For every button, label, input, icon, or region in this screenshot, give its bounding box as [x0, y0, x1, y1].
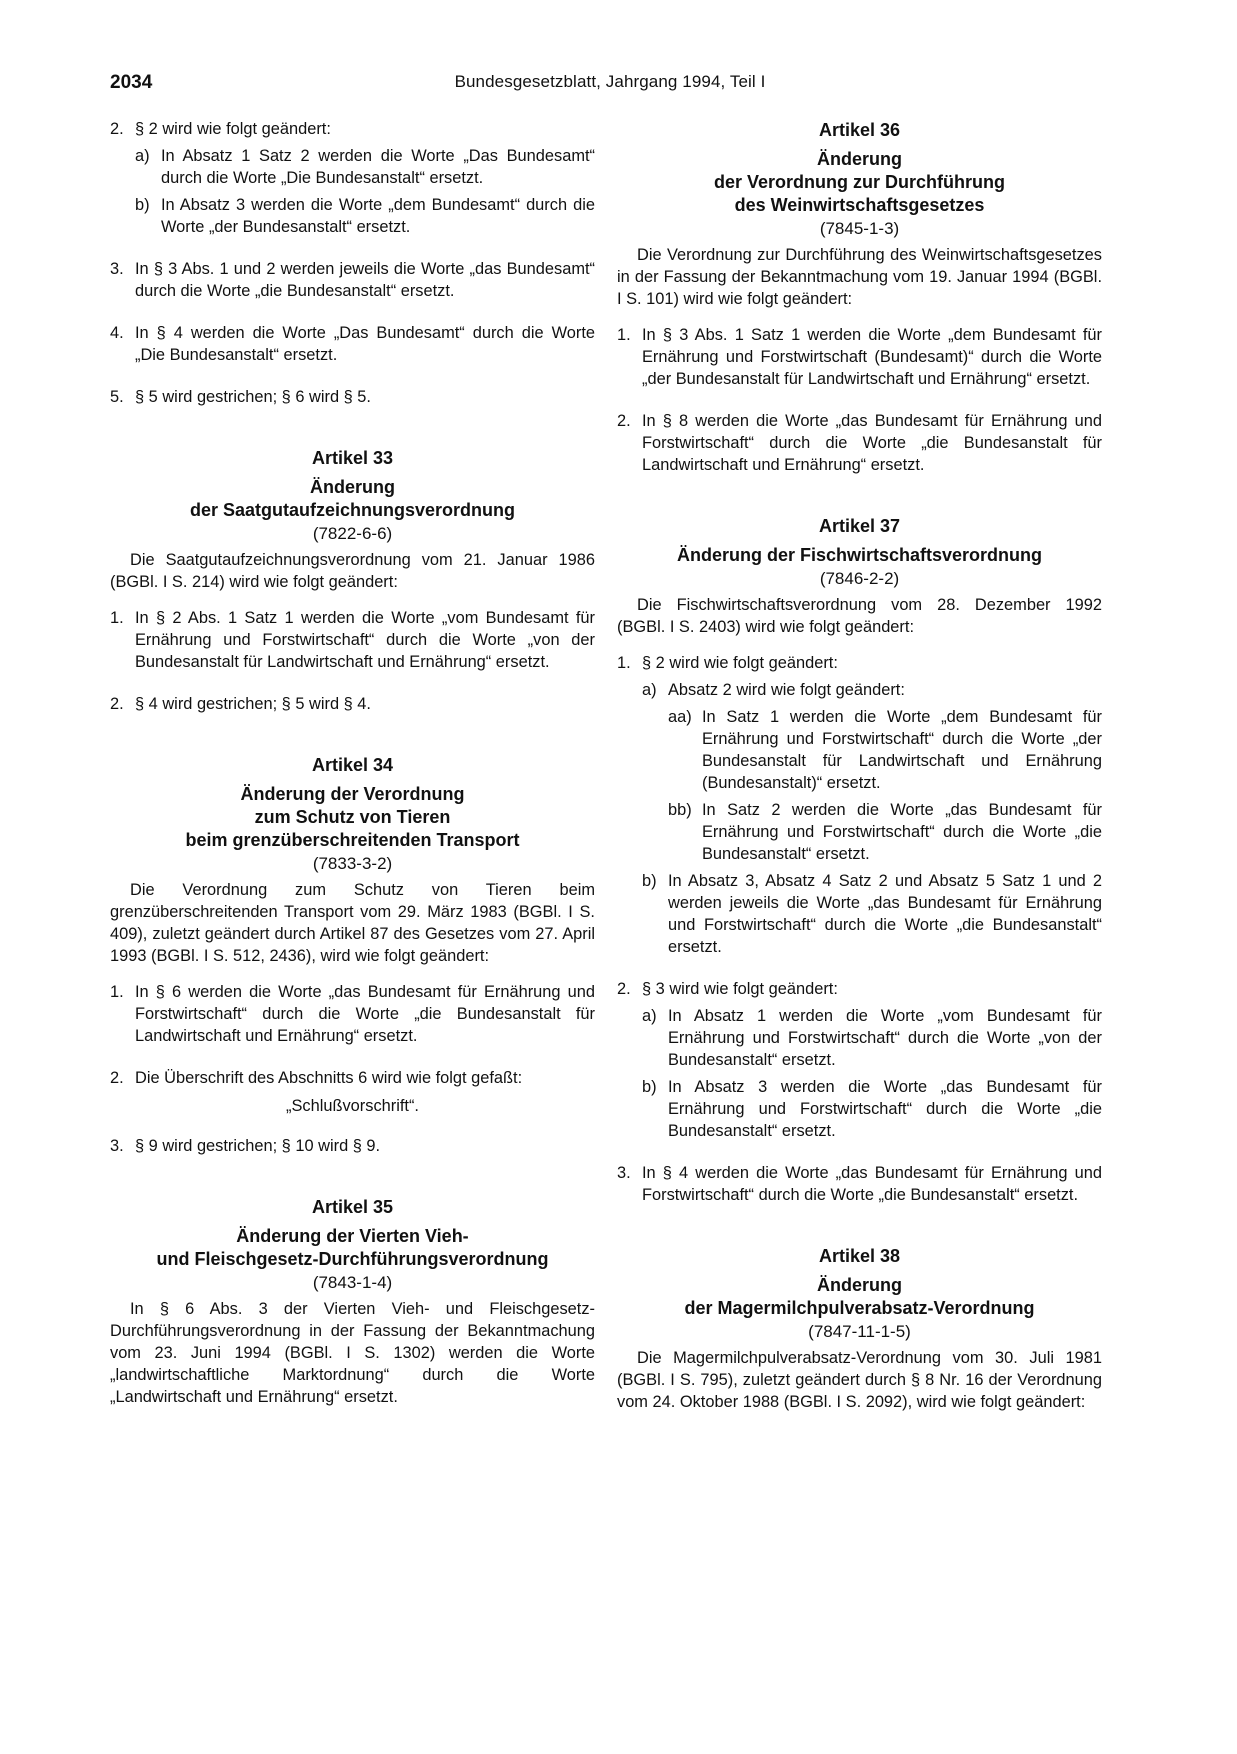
item-number: a)	[135, 147, 150, 165]
item-number: 1.	[617, 654, 631, 672]
item-text: In Satz 2 werden die Worte „das Bundesamt für Ernährung und Forstwirtschaft“ durch die Worte „die Bundesanstalt“ ersetzt.	[702, 801, 1102, 863]
item-text: Absatz 2 wird wie folgt geändert:	[668, 681, 905, 699]
item-text: In § 4 werden die Worte „Das Bundesamt“ durch die Worte „Die Bundesanstalt“ ersetzt.	[135, 324, 595, 364]
running-title: Bundesgesetzblatt, Jahrgang 1994, Teil I	[454, 72, 766, 91]
article-title-line: der Saatgutaufzeichnungsverordnung	[189, 500, 516, 520]
left-column	[110, 118, 595, 1408]
item-number: 5.	[110, 388, 124, 406]
article-title-line: Änderung der Verordnung	[240, 784, 465, 804]
article-heading: Artikel 36	[818, 120, 901, 140]
item-text: In Absatz 3 werden die Worte „dem Bundesamt“ durch die Worte „der Bundesanstalt“ ersetzt.	[161, 196, 595, 236]
article-title-line: der Magermilchpulverabsatz-Verordnung	[684, 1298, 1035, 1318]
list-item	[110, 607, 595, 673]
article-intro: Die Verordnung zur Durchführung des Weinwirtschaftsgesetzes in der Fassung der Bekanntmachung vom 19. Januar 1994 (BGBl. I S. 101) wird wie folgt geändert:	[617, 246, 1102, 308]
article-heading: Artikel 37	[818, 516, 901, 536]
list-item	[110, 1067, 595, 1089]
article-title-line: beim grenzüberschreitenden Transport	[185, 830, 520, 850]
article-37	[617, 514, 1102, 1206]
article-heading: Artikel 33	[311, 448, 394, 468]
article-intro: Die Fischwirtschaftsverordnung vom 28. Dezember 1992 (BGBl. I S. 2403) wird wie folgt geändert:	[617, 596, 1102, 636]
page-number: 2034	[110, 72, 153, 93]
article-38	[617, 1244, 1102, 1413]
item-number: a)	[642, 681, 657, 699]
article-title-line: zum Schutz von Tieren	[254, 807, 451, 827]
item-text: In § 3 Abs. 1 Satz 1 werden die Worte „dem Bundesamt für Ernährung und Forstwirtschaft (Bundesamt)“ durch die Worte „der Bundesanstalt für Landwirtschaft und Ernährung“ ersetzt.	[642, 326, 1102, 388]
item-number: 2.	[617, 412, 631, 430]
item-number: 3.	[110, 260, 124, 278]
article-34	[110, 753, 595, 1157]
item-number: bb)	[668, 801, 692, 819]
list-item	[617, 870, 1102, 958]
item-number: 1.	[110, 983, 124, 1001]
list-item	[110, 258, 595, 302]
article-33	[110, 446, 595, 715]
item-text: In § 3 Abs. 1 und 2 werden jeweils die Worte „das Bundesamt“ durch die Worte „die Bundesanstalt“ ersetzt.	[135, 260, 595, 300]
item-text: In § 2 Abs. 1 Satz 1 werden die Worte „vom Bundesamt für Ernährung und Forstwirtschaft“ durch die Worte „von der Bundesanstalt für Landwirtschaft und Ernährung“ ersetzt.	[135, 609, 595, 671]
article-heading: Artikel 35	[311, 1197, 394, 1217]
right-column	[617, 118, 1102, 1413]
item-number: 3.	[110, 1137, 124, 1155]
item-number: 1.	[617, 326, 631, 344]
article-fna: (7846-2-2)	[819, 569, 900, 588]
item-number: b)	[135, 196, 150, 214]
article-fna: (7847-11-1-5)	[808, 1322, 911, 1341]
item-number: 2.	[617, 980, 631, 998]
article-title-line: Änderung	[817, 1275, 902, 1295]
article-fna: (7822-6-6)	[312, 524, 393, 543]
article-title-line: und Fleischgesetz-Durchführungsverordnung	[156, 1249, 549, 1269]
article-intro: Die Magermilchpulverabsatz-Verordnung vom 30. Juli 1981 (BGBl. I S. 795), zuletzt geändert durch § 8 Nr. 16 der Verordnung vom 24. Oktober 1988 (BGBl. I S. 2092), wird wie folgt geändert:	[617, 1349, 1102, 1411]
item-number: 1.	[110, 609, 124, 627]
item-text: In Absatz 3, Absatz 4 Satz 2 und Absatz 5 Satz 1 und 2 werden jeweils die Worte „das Bundesamt für Ernährung und Forstwirtschaft“ durch die Worte „die Bundesanstalt“ ersetzt.	[668, 872, 1102, 956]
article-fna: (7833-3-2)	[312, 854, 393, 873]
article-36	[617, 118, 1102, 476]
page-header	[110, 72, 1110, 98]
item-text: In Satz 1 werden die Worte „dem Bundesamt für Ernährung und Forstwirtschaft“ durch die Worte „der Bundesanstalt für Landwirtschaft und Ernährung (Bundesanstalt)“ ersetzt.	[702, 708, 1102, 792]
quoted-heading: „Schlußvorschrift“.	[286, 1097, 419, 1115]
item-number: b)	[642, 872, 657, 890]
article-fna: (7845-1-3)	[819, 219, 900, 238]
item-text: § 9 wird gestrichen; § 10 wird § 9.	[135, 1137, 381, 1155]
list-item	[617, 324, 1102, 390]
item-text: In § 8 werden die Worte „das Bundesamt für Ernährung und Forstwirtschaft“ durch die Worte „die Bundesanstalt für Landwirtschaft und Ernährung“ ersetzt.	[642, 412, 1102, 474]
list-item	[617, 679, 1102, 701]
list-item	[110, 194, 595, 238]
item-text: § 2 wird wie folgt geändert:	[135, 120, 331, 138]
article-heading: Artikel 38	[818, 1246, 901, 1266]
list-item	[617, 410, 1102, 476]
item-text: § 4 wird gestrichen; § 5 wird § 4.	[135, 695, 371, 713]
list-item	[110, 693, 595, 715]
article-intro: In § 6 Abs. 3 der Vierten Vieh- und Fleischgesetz-Durchführungsverordnung in der Fassung der Bekanntmachung vom 23. Juni 1994 (BGBl. I S. 1302) werden die Worte „landwirtschaftliche Marktordnung“ durch die Worte „Landwirtschaft und Ernährung“ ersetzt.	[110, 1300, 595, 1406]
item-text: In § 4 werden die Worte „das Bundesamt für Ernährung und Forstwirtschaft“ durch die Worte „die Bundesanstalt“ ersetzt.	[642, 1164, 1102, 1204]
list-item	[110, 981, 595, 1047]
list-item	[110, 322, 595, 366]
article-title-line: Änderung der Fischwirtschaftsverordnung	[676, 545, 1043, 565]
item-text: § 5 wird gestrichen; § 6 wird § 5.	[135, 388, 371, 406]
list-item	[617, 978, 1102, 1000]
list-item	[617, 652, 1102, 674]
article-title-line: Änderung	[310, 477, 395, 497]
item-number: aa)	[668, 708, 692, 726]
list-item	[617, 1005, 1102, 1071]
list-item	[617, 1162, 1102, 1206]
list-item	[110, 1135, 595, 1157]
item-text: In Absatz 1 werden die Worte „vom Bundesamt für Ernährung und Forstwirtschaft“ durch die Worte „von der Bundesanstalt“ ersetzt.	[668, 1007, 1102, 1069]
item-number: 2.	[110, 120, 124, 138]
article-title-line: der Verordnung zur Durchführung	[714, 172, 1005, 192]
item-text: In Absatz 3 werden die Worte „das Bundesamt für Ernährung und Forstwirtschaft“ durch die Worte „die Bundesanstalt“ ersetzt.	[668, 1078, 1102, 1140]
list-item	[617, 706, 1102, 794]
article-35	[110, 1195, 595, 1408]
article-title-line: Änderung der Vierten Vieh-	[236, 1226, 469, 1246]
article-fna: (7843-1-4)	[312, 1273, 393, 1292]
item-text: In § 6 werden die Worte „das Bundesamt für Ernährung und Forstwirtschaft“ durch die Worte „die Bundesanstalt für Landwirtschaft und Ernährung“ ersetzt.	[135, 983, 595, 1045]
article-title-line: Änderung	[817, 149, 902, 169]
article-title-line: des Weinwirtschaftsgesetzes	[734, 195, 985, 215]
list-item	[110, 386, 595, 408]
item-number: 4.	[110, 324, 124, 342]
list-item	[110, 145, 595, 189]
item-number: b)	[642, 1078, 657, 1096]
item-number: 3.	[617, 1164, 631, 1182]
item-text: Die Überschrift des Abschnitts 6 wird wie folgt gefaßt:	[135, 1069, 523, 1087]
list-item	[110, 118, 595, 140]
list-item	[617, 799, 1102, 865]
list-item	[617, 1076, 1102, 1142]
item-number: 2.	[110, 695, 124, 713]
item-text: In Absatz 1 Satz 2 werden die Worte „Das Bundesamt“ durch die Worte „Die Bundesanstalt“ ersetzt.	[161, 147, 595, 187]
item-number: 2.	[110, 1069, 124, 1087]
article-heading: Artikel 34	[311, 755, 394, 775]
article-intro: Die Verordnung zum Schutz von Tieren beim grenzüberschreitenden Transport vom 29. März 1983 (BGBl. I S. 409), zuletzt geändert durch Artikel 87 des Gesetzes vom 27. April 1993 (BGBl. I S. 512, 2436), wird wie folgt geändert:	[110, 881, 595, 965]
item-text: § 2 wird wie folgt geändert:	[642, 654, 838, 672]
article-intro: Die Saatgutaufzeichnungsverordnung vom 21. Januar 1986 (BGBl. I S. 214) wird wie folgt geändert:	[110, 551, 595, 591]
item-text: § 3 wird wie folgt geändert:	[642, 980, 838, 998]
item-number: a)	[642, 1007, 657, 1025]
